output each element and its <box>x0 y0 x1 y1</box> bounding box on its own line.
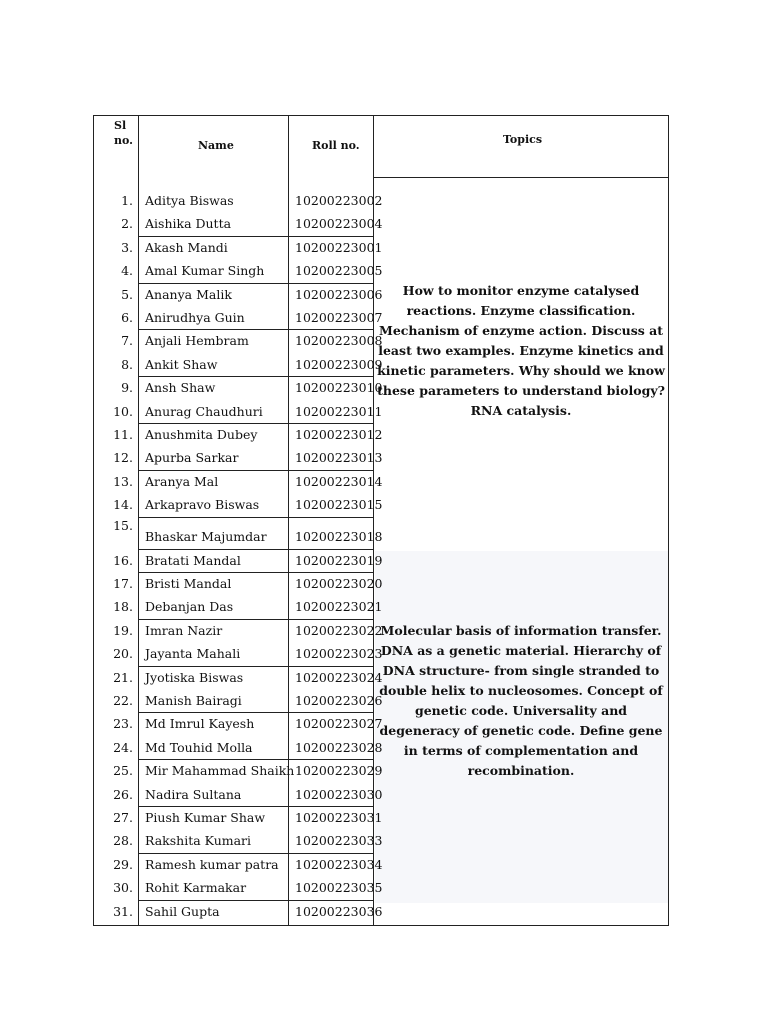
row-roll: 10200223015 <box>295 497 383 513</box>
header-divider <box>373 177 669 178</box>
header-roll: Roll no. <box>312 139 360 152</box>
row-divider <box>138 236 373 237</box>
row-roll: 10200223012 <box>295 427 383 442</box>
row-sl: 29. <box>113 856 133 872</box>
row-sl: 31. <box>113 903 133 919</box>
row-sl: 28. <box>113 833 133 849</box>
row-name: Sahil Gupta <box>145 903 220 919</box>
row-name: Debanjan Das <box>145 599 234 615</box>
row-divider <box>138 619 373 620</box>
row-roll: 10200223001 <box>295 239 383 255</box>
row-roll: 10200223024 <box>295 669 383 685</box>
header-sl: Sl no. <box>114 119 133 147</box>
row-name: Ramesh kumar patra <box>145 856 279 872</box>
row-divider <box>138 712 373 713</box>
row-roll: 10200223026 <box>295 693 383 708</box>
row-sl: 21. <box>113 669 133 685</box>
topic-block-1: How to monitor enzyme catalysed reactions. Enzyme classification. Mechanism of enzyme action. Discuss at least two examples. Enzyme kinetics and kinetic parameters. Why should we know these parameters to understand biology? RNA catalysis. <box>377 283 665 418</box>
row-roll: 10200223014 <box>295 473 383 489</box>
row-name: Md Touhid Molla <box>145 739 253 755</box>
row-name: Nadira Sultana <box>145 786 242 802</box>
row-roll: 10200223006 <box>295 286 383 302</box>
row-divider <box>138 470 373 471</box>
row-name: Amal Kumar Singh <box>145 263 265 279</box>
row-sl: 18. <box>113 599 133 615</box>
row-divider <box>138 900 373 901</box>
row-sl: 24. <box>113 739 133 755</box>
row-sl: 6. <box>121 310 133 325</box>
row-roll: 10200223013 <box>295 450 383 466</box>
row-name: Akash Mandi <box>145 239 228 255</box>
row-name: Aranya Mal <box>145 473 219 489</box>
row-sl: 17. <box>113 576 133 591</box>
row-divider <box>138 759 373 760</box>
row-divider <box>138 376 373 377</box>
row-sl: 10. <box>113 403 133 419</box>
row-sl: 12. <box>113 450 133 466</box>
row-name: Anirudhya Guin <box>145 310 245 325</box>
row-name: Md Imrul Kayesh <box>145 716 255 732</box>
row-name: Imran Nazir <box>145 622 223 638</box>
row-sl: 20. <box>113 646 133 662</box>
row-roll: 10200223030 <box>295 786 383 802</box>
row-name: Ankit Shaw <box>145 356 218 372</box>
column-divider <box>373 115 374 926</box>
row-sl: 5. <box>121 286 133 302</box>
row-roll: 10200223028 <box>295 739 383 755</box>
row-roll: 10200223008 <box>295 333 383 349</box>
row-sl: 27. <box>113 810 133 825</box>
row-divider <box>138 572 373 573</box>
row-roll: 10200223010 <box>295 380 383 396</box>
row-roll: 10200223020 <box>295 576 383 591</box>
row-sl: 23. <box>113 716 133 732</box>
row-sl: 22. <box>113 693 133 708</box>
row-divider <box>138 666 373 667</box>
row-divider <box>138 549 373 550</box>
row-roll: 10200223036 <box>295 903 383 919</box>
topic-block-2: Molecular basis of information transfer. DNA as a genetic material. Hierarchy of DNA structure- from single stranded to double helix to nucleosomes. Concept of genetic code. Universality and degeneracy of genetic code. Define gene in terms of complementation and recombination. <box>379 623 663 778</box>
row-sl: 11. <box>113 427 133 442</box>
row-sl: 1. <box>121 193 133 208</box>
row-roll: 10200223018 <box>295 528 383 544</box>
row-roll: 10200223027 <box>295 716 383 732</box>
header-topics: Topics <box>503 133 543 146</box>
row-roll: 10200223034 <box>295 856 383 872</box>
row-name: Bhaskar Majumdar <box>145 528 267 544</box>
row-sl: 9. <box>121 380 133 396</box>
row-divider <box>138 853 373 854</box>
row-sl: 14. <box>113 497 133 513</box>
row-roll: 10200223011 <box>295 403 383 419</box>
row-roll: 10200223035 <box>295 880 383 896</box>
row-roll: 10200223002 <box>295 193 383 208</box>
row-name: Jyotiska Biswas <box>145 669 244 685</box>
row-roll: 10200223029 <box>295 763 383 779</box>
row-name: Mir Mahammad Shaikh <box>145 763 295 779</box>
row-roll: 10200223022 <box>295 622 383 638</box>
row-name: Aditya Biswas <box>145 193 234 208</box>
row-name: Manish Bairagi <box>145 693 242 708</box>
row-name: Anurag Chaudhuri <box>145 403 263 419</box>
row-roll: 10200223009 <box>295 356 383 372</box>
row-sl: 16. <box>113 552 133 568</box>
row-sl: 7. <box>121 333 133 349</box>
row-sl: 25. <box>113 763 133 779</box>
row-sl: 13. <box>113 473 133 489</box>
row-name: Anjali Hembram <box>145 333 249 349</box>
row-name: Apurba Sarkar <box>145 450 239 466</box>
header-name: Name <box>198 139 234 152</box>
row-name: Ansh Shaw <box>145 380 216 396</box>
row-name: Ananya Malik <box>145 286 232 302</box>
row-roll: 10200223007 <box>295 310 383 325</box>
row-divider <box>138 329 373 330</box>
row-roll: 10200223023 <box>295 646 383 662</box>
row-divider <box>138 423 373 424</box>
row-sl: 4. <box>121 263 133 279</box>
row-name: Bristi Mandal <box>145 576 232 591</box>
row-roll: 10200223019 <box>295 552 383 568</box>
row-sl: 3. <box>121 239 133 255</box>
row-name: Aishika Dutta <box>145 216 232 232</box>
row-sl: 26. <box>113 786 133 802</box>
row-roll: 10200223021 <box>295 599 383 615</box>
row-name: Rakshita Kumari <box>145 833 252 849</box>
row-divider <box>138 517 373 518</box>
row-name: Rohit Karmakar <box>145 880 247 896</box>
row-sl: 2. <box>121 216 133 232</box>
row-name: Jayanta Mahali <box>145 646 241 662</box>
row-roll: 10200223004 <box>295 216 383 232</box>
row-sl: 30. <box>113 880 133 896</box>
row-roll: 10200223033 <box>295 833 383 849</box>
row-name: Bratati Mandal <box>145 552 241 568</box>
student-topic-table <box>93 115 669 926</box>
row-roll: 10200223031 <box>295 810 383 825</box>
row-sl: 19. <box>113 622 133 638</box>
row-sl: 15. <box>113 517 133 533</box>
row-name: Piush Kumar Shaw <box>145 810 266 825</box>
row-divider <box>138 806 373 807</box>
row-name: Anushmita Dubey <box>145 427 258 442</box>
row-sl: 8. <box>121 356 133 372</box>
row-divider <box>138 283 373 284</box>
row-roll: 10200223005 <box>295 263 383 279</box>
row-name: Arkapravo Biswas <box>145 497 260 513</box>
